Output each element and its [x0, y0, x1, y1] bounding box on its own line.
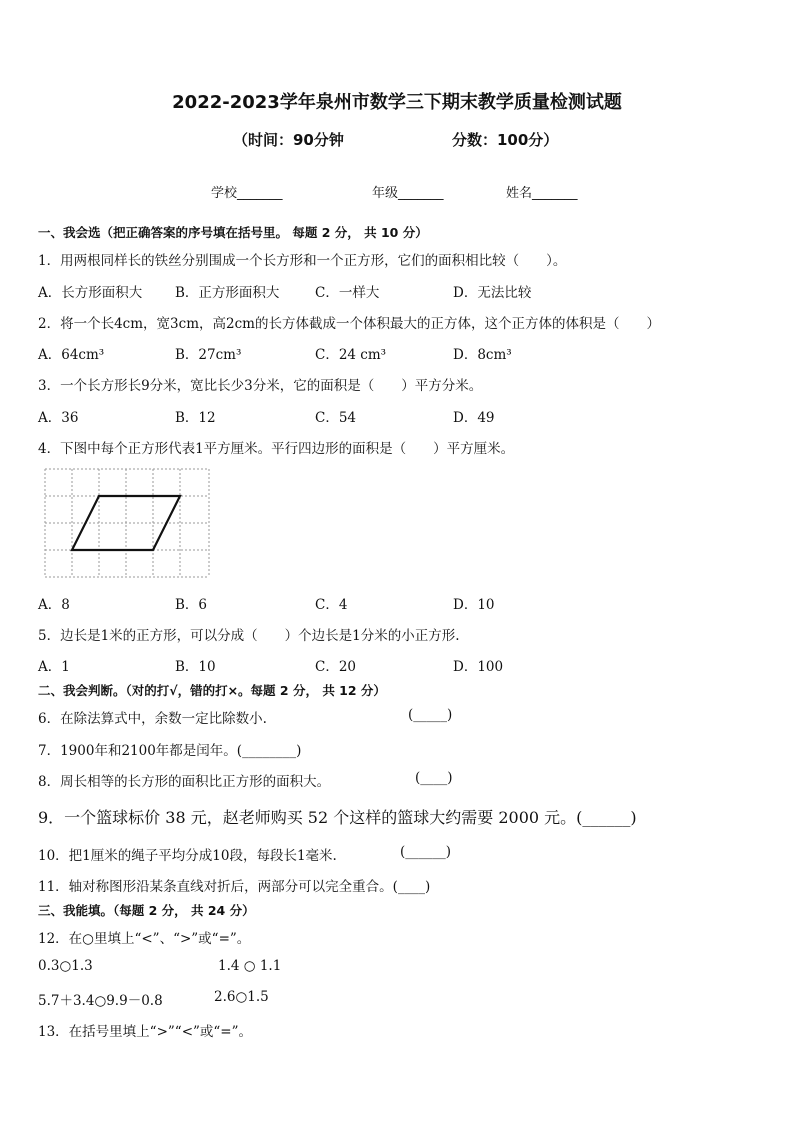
- question-4: 4．下图中每个正方形代表1平方厘米。平行四边形的面积是（ ）平方厘米。: [38, 441, 515, 457]
- q1-option-d: D．无法比较: [453, 285, 532, 301]
- q4-option-a: A．8: [38, 597, 70, 613]
- grid-lines: [45, 469, 209, 577]
- q4-option-b: B．6: [175, 597, 208, 613]
- q4-option-c: C．4: [315, 597, 348, 613]
- name-field: 姓名_______: [506, 186, 578, 201]
- q3-option-d: D．49: [453, 410, 495, 426]
- q1-option-c: C．一样大: [315, 285, 380, 301]
- q12-item-b: 1.4 ○ 1.1: [218, 958, 282, 974]
- question-3: 3．一个长方形长9分米，宽比长少3分米，它的面积是（ ）平方分米。: [38, 378, 483, 394]
- q4-option-d: D．10: [453, 597, 495, 613]
- q3-option-a: A．36: [38, 410, 79, 426]
- question-2: 2．将一个长4cm，宽3cm，高2cm的长方体截成一个体积最大的正方体，这个正方体的体积是（ ）: [38, 316, 660, 332]
- q2-option-a: A．64cm³: [38, 347, 105, 363]
- question-10: 10．把1厘米的绳子平均分成10段，每段长1毫米.: [38, 848, 337, 864]
- q12-item-c: 5.7＋3.4○9.9－0.8: [38, 993, 163, 1009]
- q2-option-b: B．27cm³: [175, 347, 242, 363]
- parallelogram-grid-figure: [44, 468, 210, 580]
- question-6: 6．在除法算式中，余数一定比除数小.: [38, 711, 267, 727]
- exam-title: 2022-2023学年泉州市数学三下期末教学质量检测试题: [172, 92, 622, 113]
- question-13: 13．在括号里填上“>”“<”或“=”。: [38, 1024, 253, 1040]
- question-11: 11．轴对称图形沿某条直线对折后，两部分可以完全重合。(____): [38, 879, 431, 895]
- q8-answer-blank: (____): [415, 770, 453, 786]
- exam-time: （时间：90分钟: [233, 131, 344, 149]
- school-field: 学校_______: [211, 186, 283, 201]
- grade-field: 年级_______: [372, 186, 444, 201]
- q6-answer-blank: (_____): [408, 707, 453, 723]
- q3-option-c: C．54: [315, 410, 357, 426]
- q12-item-a: 0.3○1.3: [38, 958, 93, 974]
- question-1: 1．用两根同样长的铁丝分别围成一个长方形和一个正方形，它们的面积相比较（ ）。: [38, 253, 567, 269]
- q3-option-b: B．12: [175, 410, 216, 426]
- q2-option-d: D．8cm³: [453, 347, 512, 363]
- question-12: 12．在○里填上“<”、“>”或“=”。: [38, 931, 251, 947]
- question-5: 5．边长是1米的正方形，可以分成（ ）个边长是1分米的小正方形.: [38, 628, 460, 644]
- section-3-heading: 三、我能填。（每题 2 分， 共 24 分）: [38, 903, 255, 918]
- q10-answer-blank: (______): [400, 844, 452, 860]
- q12-item-d: 2.6○1.5: [214, 989, 269, 1005]
- section-2-heading: 二、我会判断。（对的打√，错的打×。每题 2 分， 共 12 分）: [38, 683, 386, 698]
- question-7: 7．1900年和2100年都是闰年。(________): [38, 743, 302, 759]
- question-8: 8．周长相等的长方形的面积比正方形的面积大。: [38, 774, 331, 790]
- exam-score: 分数：100分）: [452, 131, 559, 149]
- q2-option-c: C．24 cm³: [315, 347, 387, 363]
- q1-option-b: B．正方形面积大: [175, 285, 280, 301]
- q5-option-a: A．1: [38, 659, 70, 675]
- q5-option-b: B．10: [175, 659, 216, 675]
- section-1-heading: 一、我会选（把正确答案的序号填在括号里。 每题 2 分， 共 10 分）: [38, 225, 428, 240]
- question-9: 9．一个篮球标价 38 元，赵老师购买 52 个这样的篮球大约需要 2000 元。(______): [38, 808, 637, 827]
- q1-option-a: A．长方形面积大: [38, 285, 143, 301]
- q5-option-d: D．100: [453, 659, 504, 675]
- q5-option-c: C．20: [315, 659, 357, 675]
